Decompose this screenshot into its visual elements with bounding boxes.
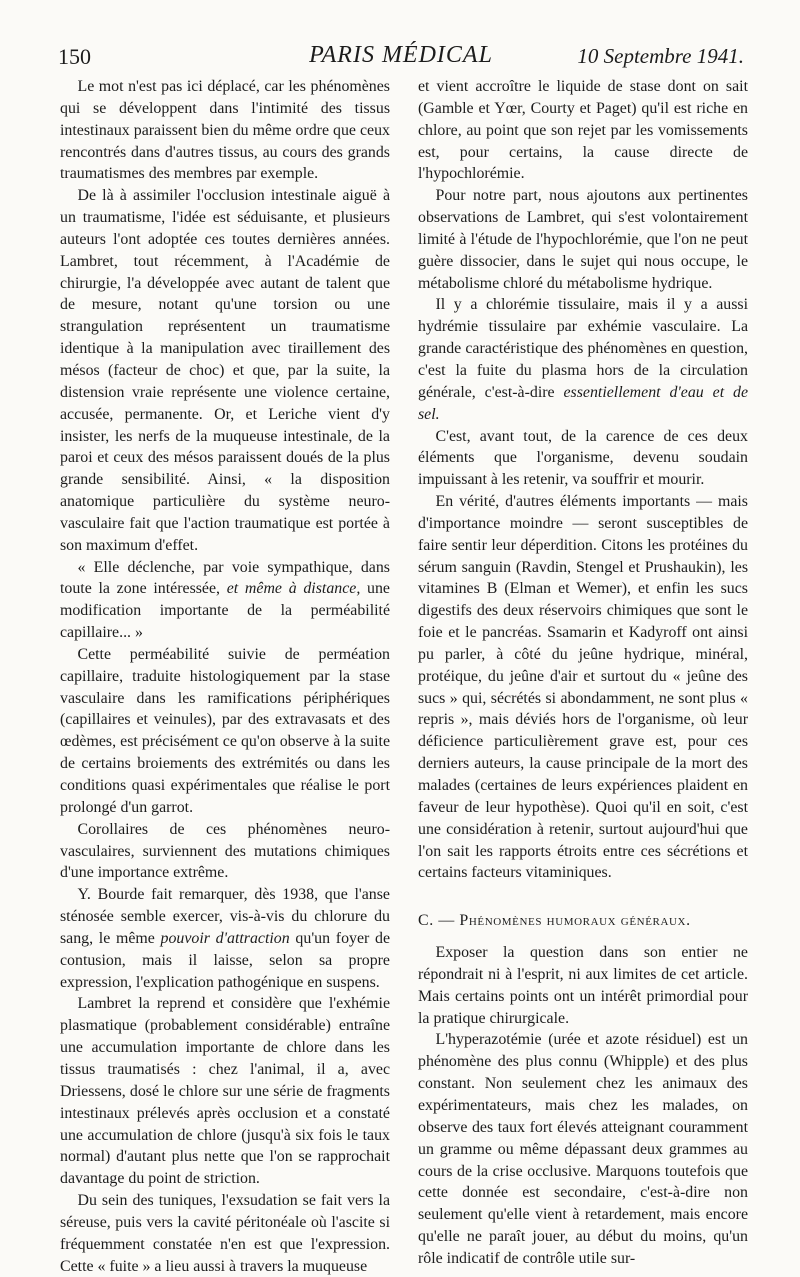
text-run: « Elle déclenche, par voie sympathique, dans toute la zone intéressée, <box>60 558 390 598</box>
page-number: 150 <box>58 44 91 69</box>
paragraph <box>60 884 390 993</box>
italic-run: pouvoir d'attraction <box>160 929 290 947</box>
paragraph: Corollaires de ces phénomènes neuro-vasculaires, surviennent des mutations chimiques d'une importance extrême. <box>60 820 390 882</box>
paragraph: C'est, avant tout, de la carence de ces deux éléments que l'organisme, devenu soudain impuissant à les retenir, va souffrir et mourir. <box>418 427 748 489</box>
text-run: une modification importante de la perméabilité capillaire... » <box>60 580 390 642</box>
paragraph: En vérité, d'autres éléments importants — mais d'importance moindre — seront susceptibles de faire sentir leur déperdition. Citons les protéines du sérum sanguin (Ravdin, Stengel et Prushaukin), les vitamines B (Elman et Wemer), et enfin les sucs digestifs des deux réservoirs chimiques que sont le foie et le pancréas. Ssamarin et Kadyroff ont ainsi pu parler, à côté du jeûne hydrique, minéral, protéique, du jeûne d'air et surtout du « jeûne des sucs » qui, sécrétés si abondamment, ne sont plus « repris », mais déviés hors de l'organisme, où leur déficience particulièrement grave est, pour ces derniers auteurs, la cause principale de la mort des malades (certaines de leurs expériences plaident en faveur de leur hypothèse). Quoi qu'il en soit, c'est une considération à retenir, surtout aujourd'hui que l'on sait les rapports étroits entre ces sécrétions et certains facteurs vitaminiques. <box>418 493 748 882</box>
paragraph <box>418 294 748 425</box>
paragraph: De là à assimiler l'occlusion intestinale aiguë à un traumatisme, l'idée est séduisante, et plusieurs auteurs l'ont adoptée ces toutes dernières années. Lambret, tout récemment, à l'Académie de chirurgie, l'a développée avec autant de talent que de mesure, notant qu'une torsion ou une strangulation représentent un traumatisme identique à la manipulation avec tiraillement des mésos (facteur de choc) et que, par la suite, la distension vraie représente une violence certaine, accusée, permanente. Or, et Leriche vient d'y insister, les nerfs de la muqueuse intestinale, de la paroi et ceux des mésos paraissent doués de la plus grande sensibilité. Ainsi, « la disposition anatomique particulière du système neuro-vasculaire fait que l'action traumatique est portée à son maximum d'effet. <box>60 187 390 554</box>
paragraph-quote <box>60 557 390 644</box>
right-column <box>418 76 748 1270</box>
italic-run: et même à distance, <box>226 580 361 598</box>
paragraph: Pour notre part, nous ajoutons aux pertinentes observations de Lambret, qui s'est volontairement limité à l'étude de l'hypochlorémie, que l'on ne peut guère dissocier, dans le sujet qui nous occupe, le métabolisme chloré du métabolisme hydrique. <box>418 187 748 292</box>
paragraph: Cette perméabilité suivie de perméation capillaire, traduite histologiquement par la stase vasculaire dans les ramifications périphériques (capillaires et veinules), par des extravasats et des œdèmes, est précisément ce qu'on observe à la suite de certains broiements des extrémités ou dans les conditions quasi expérimentales que réalise le port prolongé d'un garrot. <box>60 645 390 816</box>
paragraph: Lambret la reprend et considère que l'exhémie plasmatique (probablement considérable) entraîne une accumulation importante de chlore dans les tissus traumatisés : chez l'animal, il a, avec Driessens, dosé le chlore sur une série de fragments intestinaux prélevés après occlusion et a constaté une accumulation de chlore (jusqu'à six fois le taux normal) d'autant plus nette que l'on se rapprochait davantage du point de striction. <box>60 995 390 1188</box>
running-header <box>58 42 744 74</box>
journal-title: PARIS MÉDICAL <box>309 42 493 68</box>
italic-run: essentiellement d'eau et de sel. <box>418 383 749 423</box>
text-run: Y. Bourde fait remarquer, dès 1938, que l'anse sténosée semble exercer, vis-à-vis du chlorure du sang, le même <box>60 886 390 947</box>
paragraph: Le mot n'est pas ici déplacé, car les phénomènes qui se développent dans l'intimité des tissus intestinaux paraissent bien du même ordre que ceux rencontrés dans d'autres tissus, au cours des grands traumatismes des membres par exemple. <box>60 78 390 183</box>
paragraph: Du sein des tuniques, l'exsudation se fait vers la séreuse, puis vers la cavité péritonéale où l'ascite si fréquemment constatée n'en est que l'expression. Cette « fuite » a lieu aussi à travers la muqueuse <box>60 1192 390 1275</box>
paragraph: L'hyperazotémie (urée et azote résiduel) est un phénomène des plus connu (Whipple) et des plus constant. Non seulement chez les animaux des expérimentateurs, mais chez les malades, on observe des taux fort élevés atteignant couramment un gramme ou même dépassant deux grammes au cours de la crise occlusive. Marquons toutefois que cette donnée est secondaire, c'est-à-dire non seulement qu'elle vient à retardement, mais encore qu'elle ne paraît jouer, au début du moins, qu'un rôle indicatif de contrôle utile sur- <box>418 1031 748 1267</box>
section-heading: C. — Phénomènes humoraux généraux. <box>418 912 691 930</box>
text-run: Il y a chlorémie tissulaire, mais il y a aussi hydrémie tissulaire par exhémie vasculaire. La grande caractéristique des phénomènes en question, c'est la fuite du plasma hors de la circulation générale, c'est-à-dire <box>418 296 748 401</box>
paragraph-continued: et vient accroître le liquide de stase dont on sait (Gamble et Yœr, Courty et Paget) qu'il est riche en chlore, au point que son rejet par les vomissements est, pour certains, la cause directe de l'hypochlorémie. <box>418 78 748 183</box>
paragraph: Exposer la question dans son entier ne répondrait ni à l'esprit, ni aux limites de cet article. Mais certains points ont un intérêt primordial pour la pratique chirurgicale. <box>418 944 748 1027</box>
text-run: qu'un foyer de contusion, mais il laisse, selon sa propre expression, l'explication pathogénique en suspens. <box>60 929 391 991</box>
left-column <box>60 76 390 1277</box>
issue-date: 10 Septembre 1941. <box>577 44 744 68</box>
